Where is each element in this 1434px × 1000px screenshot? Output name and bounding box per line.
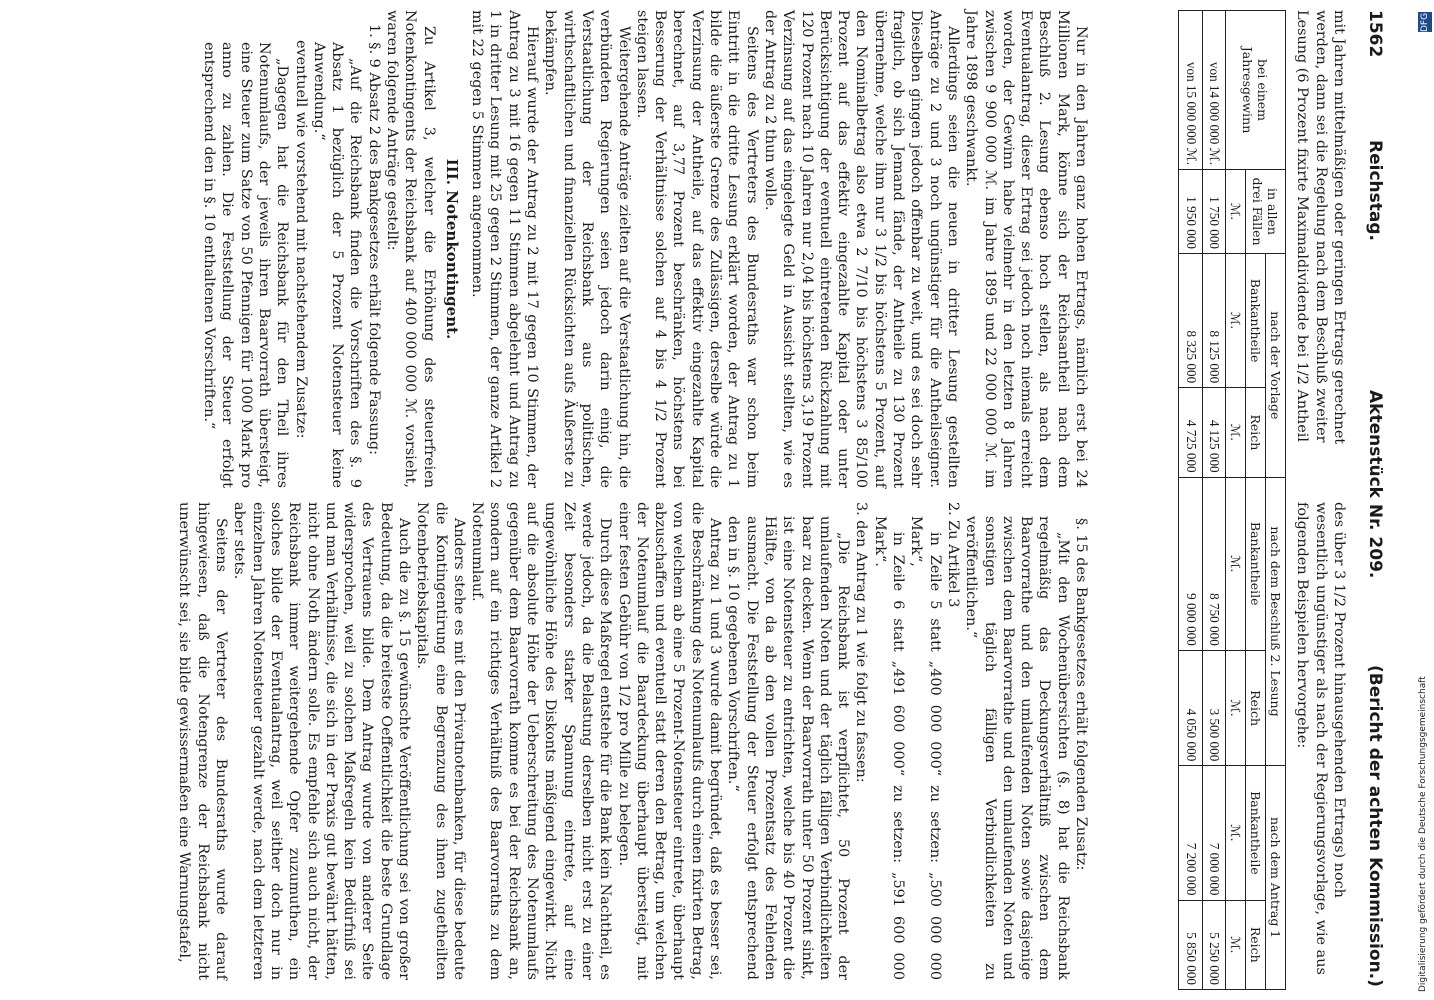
th-unit: ℳ. [1226, 650, 1246, 765]
cell-beschluss-reich: 3 500 000 [1202, 650, 1225, 765]
cell-antrag-reich: 5 250 000 [1202, 900, 1225, 990]
paragraph: „Dagegen hat die Reichsbank für den Theil ihres Notenumlaufs, der jeweils ihren Baarvorrath übersteigt, eine Steuer zum Satze von 50 Pfennigen für 1000 Mark pro anno zu zahlen. Die Feststellung der Steuer erfolgt entsprechend den in §. 10 enthaltenen Vorschriften.“ [201, 42, 291, 488]
cell-vorlage-bank: 8 325 000 [1179, 254, 1202, 388]
paragraph: Anders stehe es mit den Privatnotenbanken, für diese bedeute die Kontingentirung eine Begrenzung des ihnen zugetheilten Notenbetriebskapitals. [414, 502, 467, 980]
table-row [1202, 11, 1225, 990]
th-gewinn: bei einem Jahresgewinn [1226, 11, 1286, 170]
paragraph: Allerdings seien die neuen in dritter Lesung gestellten Anträge zu 2 und 3 noch ungünstiger für die Antheilseigner. Dieselben gingen jedoch offenbar zu weit, und es sei doch sehr fraglich, ob sich Jemand fände, der Antheile zu 130 Prozent übernehme, welche ihm nur 3 1/2 bis höchstens 5 Prozent, auf den Nominalbetrag also etwa 2 7/10 bis höchstens 3 85/100 Prozent auf das effektiv eingezahlte Kapital oder unter Berücksichtigung der eventuell eintretenden Rückzahlung mit 120 Prozent nach 10 Jahren nur 2,04 bis höchstens 3,19 Prozent Verzinsung auf das eingelegte Geld in Aussicht stellten, wie es der Antrag zu 2 thun wolle. [761, 10, 961, 488]
lead-right: des über 3 1/2 Prozent hinausgehenden Ertrags) noch wesentlich ungünstiger als nach der Regierungsvorlage, wie aus folgenden Beispielen hervorgehe: [1294, 502, 1347, 975]
th-unit: ℳ. [1226, 766, 1246, 900]
paragraph: Antrag zu 1 und 3 wurde damit begründet, daß es besser sei, die Beschränkung des Notenumlaufs durch einen fixirten Betrag, von welchem ab eine 5 Prozent-Notensteuer eintrete, überhaupt abzuschaffen und eventuell statt deren den Betrag, um welchen der Notenumlauf die Baardeckung überhaupt übersteigt, mit einer festen Gebühr von 1/2 pro Mille zu belegen. [615, 502, 724, 980]
cell-alle: 1 950 000 [1179, 170, 1202, 254]
header-left: Reichstag. [1365, 140, 1385, 241]
cell-gewinn: von 14 000 000 ℳ. [1202, 11, 1225, 170]
th-bank: Bankantheile [1246, 766, 1266, 900]
paragraph: „Mit den Wochenübersichten (§. 8) hat die Reichsbank regelmäßig das Deckungsverhältniß zwischen dem Baarvorrathe und den umlaufenden Noten sowie dasjenige zwischen dem Baarvorrathe und den umlaufenden Noten und sonstigen täglich fälligen Verbindlichkeiten zu veröffentlichen.“ [963, 516, 1071, 980]
paragraph: 1. §. 9 Absatz 2 des Bankgesetzes erhält folgende Fassung: [365, 24, 382, 455]
lead-left: mit Jahren mittelmäßigen oder geringen Ertrags gerechnet werden, dann sei die Regelung nach dem Beschluß zweiter Lesung (6 Prozent fixirte Maximaldividende bei 1/2 Antheil [1294, 10, 1347, 445]
profit-table [1178, 10, 1286, 990]
digitization-credit [1418, 12, 1432, 992]
paragraph: Weitergehende Anträge zielten auf die Verstaatlichung hin, die verbündeten Regierungen seien jedoch darin einig, die Verstaatlichung der Reichsbank aus politischen, wirthschaftlichen und finanziellen Rücksichten aufs Äußerste zu bekämpfen. [542, 10, 632, 488]
cell-vorlage-reich: 4 125 000 [1202, 388, 1225, 477]
th-bank: Bankantheile [1246, 477, 1266, 650]
cell-beschluss-bank: 9 000 000 [1179, 477, 1202, 650]
paragraph: Hierauf wurde der Antrag zu 2 mit 17 gegen 10 Stimmen, der Antrag zu 3 mit 16 gegen 11 Stimmen abgelehnt und Antrag zu 1 in dritter Lesung mit 25 gegen 2 Stimmen, der ganze Artikel 2 mit 22 gegen 5 Stimmen angenommen. [469, 10, 541, 488]
dfg-logo: DFG [1420, 12, 1430, 32]
paragraph: Auch die zu §. 15 gewünschte Veröffentlichung sei von großer Bedeutung, da die breiteste Oeffentlichkeit die beste Grundlage des Vertrauens bilde. Dem Antrag wurde von anderer Seite widersprochen, weil zu solchen Maßregeln kein Bedürfniß sei und man Verhältnisse, die sich in der Praxis gut bewährt hätten, nicht ohne Noth ändern solle. Es empfehle sich auch nicht, der Reichsbank immer weitergehende Opfer zuzumuthen, ein solches bilde der Eventualantrag, weil seither doch nur in einzelnen Jahren Notensteuer gezahlt werde, nach dem letzteren aber stets. [231, 502, 413, 980]
th-unit: ℳ. [1226, 254, 1246, 388]
cell-beschluss-bank: 8 750 000 [1202, 477, 1225, 650]
th-antrag: nach dem Antrag 1 [1266, 766, 1286, 990]
cell-alle: 1 750 000 [1202, 170, 1225, 254]
header-right: (Bericht der achten Kommission.) [1365, 665, 1385, 987]
paragraph: Seitens der Vertreter des Bundesraths wurde darauf hingewiesen, daß die Notengrenze der Reichsbank nicht unerwünscht sei, sie bilde gewissermaßen eine Warnungstafel, [176, 502, 230, 980]
cell-antrag-bank: 7 000 000 [1202, 766, 1225, 900]
rotated-document-page [20, 10, 1390, 990]
th-bank: Bankantheile [1246, 254, 1266, 388]
th-beschluss: nach dem Beschluß 2. Lesung [1266, 477, 1286, 766]
running-header [1356, 10, 1390, 990]
paragraph: Durch diese Maßregel entstehe für die Bank kein Nachtheil, es werde jedoch, da die Belastung derselben nicht erst zu einer Zeit besonders starker Spannung eintrete, auf eine ungewöhnliche Höhe des Diskonts mäßigend eingewirkt. Nicht auf die absolute Höhe der Ueberschreitung des Notenumlaufs gegenüber dem Baarvorrath komme es bei der Reichsbank an, sondern auf ein richtiges Verhältniß des Baarvorraths zu dem Notenumlauf. [469, 502, 614, 980]
cell-beschluss-reich: 4 050 000 [1179, 650, 1202, 765]
credit-text: Digitalisierung gefördert durch die Deutsche Forschungsgemeinschaft [1418, 676, 1428, 992]
th-unit: ℳ. [1226, 170, 1246, 254]
paragraph: „Auf die Reichsbank finden die Vorschriften des §. 9 Absatz 1 bezüglich der 5 Prozent Notensteuer keine Anwendung.“ [310, 42, 364, 488]
left-column [200, 10, 1090, 488]
th-vorlage: nach der Vorlage [1266, 254, 1286, 478]
paragraph: „Die Reichsbank ist verpflichtet, 50 Prozent der umlaufenden Noten und der täglich fälligen Verbindlichkeiten baar zu decken. Wenn der Baarvorrath unter 50 Prozent sinkt, ist eine Notensteuer zu entrichten, welche bis 40 Prozent die Hälfte, von da ab den vollen Prozentsatz des Fehlenden ausmacht. Die Feststellung der Steuer erfolgt entsprechend den in §. 10 gegebenen Vorschriften.“ [725, 516, 852, 980]
paragraph: in Zeile 5 statt „400 000 000“ zu setzen: „500 000 000 Mark“, [908, 516, 943, 980]
page-number: 1562 [1365, 10, 1385, 58]
th-unit: ℳ. [1226, 388, 1246, 477]
th-reich: Reich [1246, 388, 1266, 477]
right-column [175, 502, 1090, 980]
table-row [1179, 11, 1202, 990]
cell-antrag-reich: 5 850 000 [1179, 900, 1202, 990]
paragraph: in Zeile 6 statt „491 600 000“ zu setzen: „591 600 000 Mark“. [871, 516, 907, 980]
th-reich: Reich [1246, 650, 1266, 765]
paragraph: Zu Artikel 3, welcher die Erhöhung des steuerfreien Notenkontingents der Reichsbank auf 400 000 000 ℳ. vorsieht, waren folgende Anträge gestellt: [384, 10, 437, 488]
th-reich: Reich [1246, 900, 1266, 990]
section-heading: III. Notenkontingent. [442, 158, 461, 340]
paragraph: §. 15 des Bankgesetzes erhält folgenden Zusatz: [1073, 518, 1089, 871]
paragraph: Nur in den Jahren ganz hohen Ertrags, nämlich erst bei 24 Millionen Mark, könne sich der Reichsantheil nach dem Beschluß 2. Lesung ebenso hoch stellen, als nach dem Eventualantrag, dieser Ertrag sei jedoch noch niemals erreicht worden, der Gewinn habe vielmehr in den letzten 8 Jahren zwischen 9 900 000 ℳ. im Jahre 1895 und 22 000 000 ℳ. im Jahre 1898 geschwankt. [963, 10, 1089, 488]
cell-antrag-bank: 7 200 000 [1179, 766, 1202, 900]
paragraph: 3. den Antrag zu 1 wie folgt zu fassen: [853, 502, 870, 783]
th-unit: ℳ. [1226, 477, 1246, 650]
th-alle: in allen drei Fällen [1246, 170, 1286, 254]
paragraph: Seitens des Vertreters des Bundesraths war schon beim Eintritt in die dritte Lesung erklärt worden, der Antrag zu 1 bilde die äußerste Grenze des Zulässigen, derselbe würde die Verzinsung der Antheile, auf das effektiv eingezahlte Kapital berechnet, auf 3,77 Prozent beschränken, höchstens bei Besserung der Verhältnisse solchen auf 4 bis 4 1/2 Prozent steigen lassen. [633, 10, 760, 488]
body-text [20, 10, 1090, 990]
cell-vorlage-bank: 8 125 000 [1202, 254, 1225, 388]
cell-vorlage-reich: 4 725 000 [1179, 388, 1202, 477]
paragraph: 2. Zu Artikel 3 [944, 502, 961, 608]
lead-paragraph [1290, 10, 1348, 990]
cell-gewinn: von 15 000 000 ℳ. [1179, 11, 1202, 170]
th-unit: ℳ. [1226, 900, 1246, 990]
document-number: Aktenstück Nr. 209. [1365, 390, 1385, 579]
paragraph: eventuell wie vorstehend mit nachstehendem Zusatze: [292, 40, 309, 439]
